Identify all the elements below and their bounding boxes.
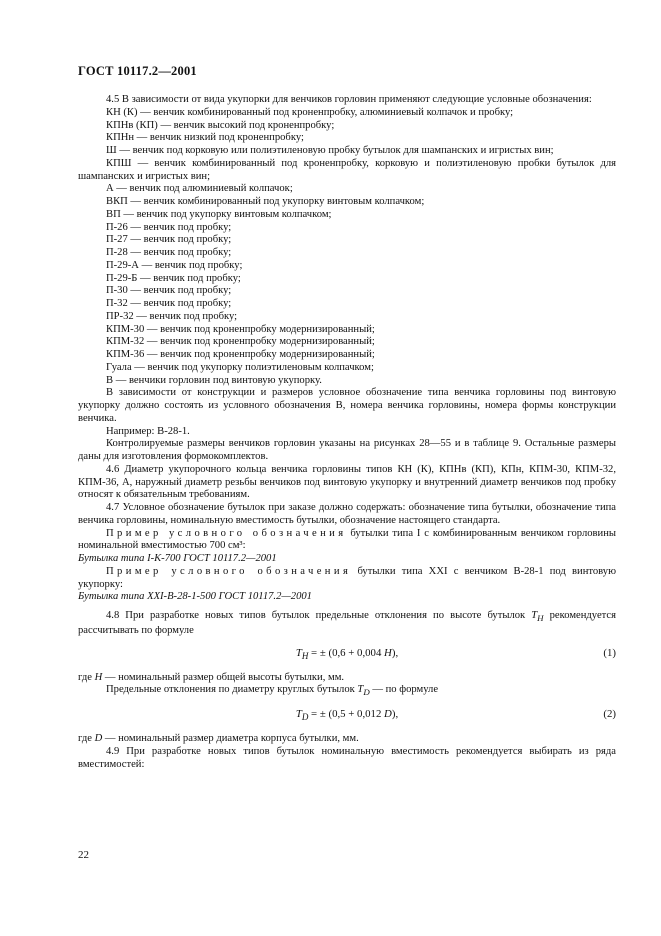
- th-sub: H: [537, 613, 544, 624]
- td-sub: D: [363, 687, 370, 698]
- list-item: КН (К) — венчик комбинированный под кроненпробку, алюминиевый колпачок и пробку;: [106, 106, 514, 118]
- formula-2-var: D: [384, 708, 392, 721]
- where-1-var: H: [94, 671, 103, 683]
- example-1-lead: Пример условного обозначения: [106, 527, 347, 539]
- list-item: А — венчик под алюминиевый колпачок;: [106, 183, 293, 195]
- list-item: КПНв (КП) — венчик высокий под кроненпробку;: [106, 119, 335, 131]
- example-1-designation: Бутылка типа I-К-700 ГОСТ 10117.2—2001: [78, 553, 277, 564]
- formula-2-number: (2): [603, 708, 616, 721]
- screw-closure-note: В зависимости от конструкции и размеров условное обозначение типа венчика горловины под винтовую укупорку должно состоять из условного обозначения В, номера венчика горловины, номера формы конструкции венчика.: [78, 387, 616, 424]
- list-item: Ш — венчик под корковую или полиэтиленовую пробку бутылок для шампанских и игристых вин;: [106, 145, 554, 156]
- where-1: [78, 672, 616, 685]
- td-symbol: T: [357, 684, 364, 696]
- formula-2-rhs: = ± (0,5 + 0,012: [308, 708, 385, 721]
- diameter-text: Предельные отклонения по диаметру круглых бутылок: [106, 684, 358, 696]
- where-2: [78, 733, 616, 746]
- formula-1-close: ),: [391, 646, 399, 659]
- diameter-text-after: — по формуле: [369, 684, 439, 696]
- formula-1-sub: H: [301, 650, 309, 661]
- section-4-8-text-after: рекомендуется рассчитывать по формуле: [78, 610, 616, 636]
- diameter-note: [78, 684, 616, 699]
- formula-2-expression: [78, 708, 616, 724]
- list-item: Гуала — венчик под укупорку полиэтиленовым колпачком;: [106, 361, 374, 373]
- example-2-rest: бутылки типа XXI с венчиком В-28-1 под винтовую укупорку:: [78, 565, 617, 590]
- section-4-8: [78, 610, 616, 638]
- example-2-designation: Бутылка типа XXI-В-28-1-500 ГОСТ 10117.2—2001: [78, 591, 312, 603]
- section-4-8-text: 4.8 При разработке новых типов бутылок предельные отклонения по высоте бутылок: [106, 610, 532, 621]
- formula-2-sub: D: [301, 712, 309, 723]
- formula-1-rhs: = ± (0,6 + 0,004: [308, 646, 385, 659]
- control-dimensions-note: Контролируемые размеры венчиков горловин указаны на рисунках 28—55 и в таблице 9. Остальные размеры даны для изготовления формокомплектов.: [78, 438, 616, 462]
- formula-2-close: ),: [391, 708, 399, 721]
- list-item: П-30 — венчик под пробку;: [106, 285, 232, 297]
- list-item: КПНн — венчик низкий под кроненпробку;: [106, 132, 304, 144]
- list-item: П-29-Б — венчик под пробку;: [106, 272, 241, 284]
- formula-2-lhs: T: [295, 708, 302, 721]
- list-item: П-27 — венчик под пробку;: [106, 234, 232, 246]
- page-number: 22: [78, 849, 89, 861]
- list-item: КПМ-36 — венчик под кроненпробку модернизированный;: [106, 349, 375, 360]
- where-2-var: D: [94, 733, 103, 745]
- where-2-word: где: [78, 733, 95, 745]
- where-1-text: — номинальный размер общей высоты бутылки, мм.: [102, 671, 345, 683]
- formula-1: [78, 644, 616, 666]
- th-symbol: T: [531, 610, 538, 621]
- where-1-word: где: [78, 671, 95, 683]
- section-4-7: 4.7 Условное обозначение бутылок при заказе должно содержать: обозначение типа бутылки, обозначение типа венчика горловины, номинальную вместимость бутылки, обозначение настоящего стандарта.: [78, 502, 616, 526]
- list-item: П-28 — венчик под пробку;: [106, 247, 232, 258]
- page-header: ГОСТ 10117.2—2001: [78, 64, 197, 78]
- list-item: КПШ — венчик комбинированный под кроненпробку, корковую и полиэтиленовую пробки бутылок для шампанских и игристых вин;: [78, 157, 616, 182]
- example-2-text: [78, 566, 616, 592]
- example-2-lead: Пример условного обозначения: [106, 565, 352, 577]
- list-item: П-32 — венчик под пробку;: [106, 298, 232, 309]
- list-item: КПМ-32 — венчик под кроненпробку модернизированный;: [106, 336, 375, 348]
- document-body: [78, 94, 616, 771]
- list-item: П-26 — венчик под пробку;: [106, 221, 232, 233]
- formula-1-var: H: [384, 646, 392, 659]
- list-item: П-29-А — венчик под пробку;: [106, 259, 243, 271]
- formula-2: [78, 705, 616, 727]
- list-item: ВКП — венчик комбинированный под укупорку винтовым колпачком;: [106, 196, 425, 207]
- list-item: ВП — венчик под укупорку винтовым колпачком;: [106, 208, 332, 220]
- section-4-6: 4.6 Диаметр укупорочного кольца венчика горловины типов КН (К), КПНв (КП), КПн, КПМ-30, КПМ-32, КПМ-36, А, наружный диаметр резьбы венчиков под винтовую укупорку и внутренний диаметр венчиков под пробку относят к обязательным требованиям.: [78, 463, 616, 501]
- list-item: КПМ-30 — венчик под кроненпробку модернизированный;: [106, 323, 375, 335]
- section-4-5-intro: 4.5 В зависимости от вида укупорки для венчиков горловин применяют следующие условные обозначения:: [106, 94, 592, 105]
- formula-1-expression: [78, 647, 616, 663]
- formula-1-number: (1): [603, 646, 616, 659]
- section-4-9: 4.9 При разработке новых типов бутылок номинальную вместимость рекомендуется выбирать из ряда вместимостей:: [78, 745, 616, 770]
- designation-list: [78, 107, 616, 388]
- list-item: ПР-32 — венчик под пробку;: [106, 310, 238, 322]
- where-2-text: — номинальный размер диаметра корпуса бутылки, мм.: [102, 733, 359, 745]
- example-note: Например: В-28-1.: [106, 425, 190, 437]
- formula-1-lhs: T: [295, 646, 302, 659]
- example-1-text: [78, 528, 616, 554]
- list-item: В — венчики горловин под винтовую укупорку.: [106, 374, 322, 386]
- example-1-rest: бутылки типа I с комбинированным венчиком горловины номинальной вместимостью 700 см³:: [78, 527, 616, 552]
